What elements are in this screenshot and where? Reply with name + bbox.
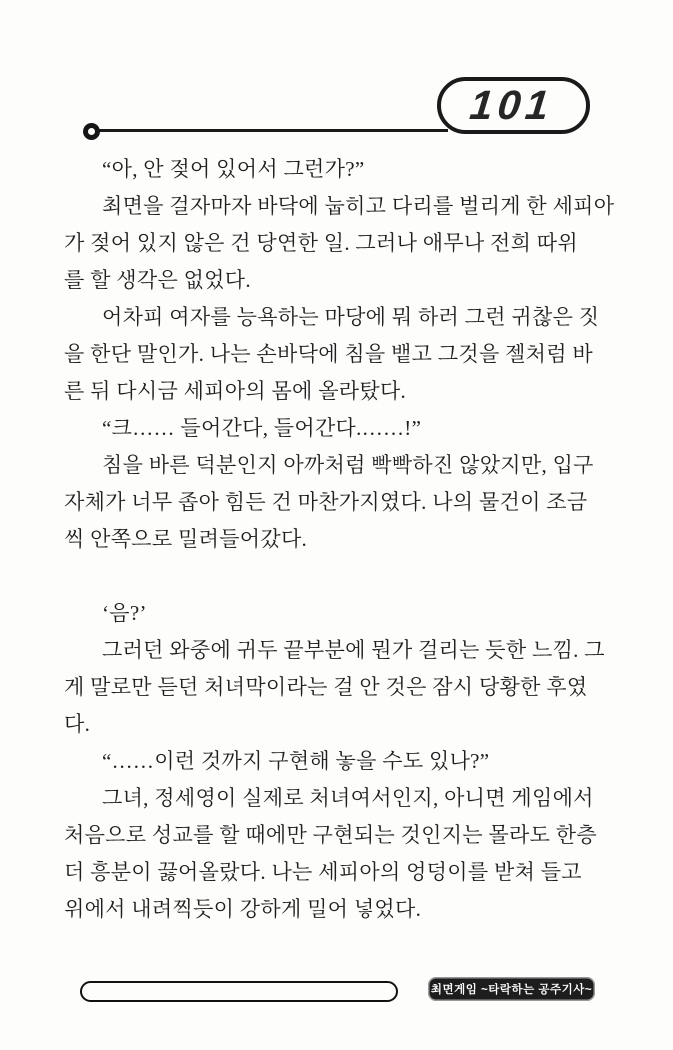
text-line: “아, 안 젖어 있어서 그런가?”: [102, 157, 365, 181]
header-ring-ornament: [83, 123, 100, 140]
text-line: “크…… 들어간다, 들어간다.……!”: [102, 416, 422, 440]
blank-line: [64, 558, 624, 595]
book-title: 최면게임 ~타락하는 공주기사~: [430, 984, 593, 996]
text-line: 씩 안쪽으로 밀려들어갔다.: [64, 527, 308, 551]
text-line: 를 할 생각은 없었다.: [64, 268, 251, 292]
text-line: 다.: [64, 712, 91, 736]
text-line: 가 젖어 있지 않은 건 당연한 일. 그러나 애무나 전희 따위: [64, 231, 578, 255]
footer-ornament-pill: [80, 981, 398, 1002]
text-line: 게 말로만 듣던 처녀막이라는 걸 안 것은 잠시 당황한 후였: [64, 675, 588, 699]
page-number: 101: [467, 82, 556, 128]
book-title-badge: [428, 977, 595, 1001]
text-line: 위에서 내려찍듯이 강하게 밀어 넣었다.: [64, 897, 422, 921]
text-line: 더 흥분이 끓어올랐다. 나는 세피아의 엉덩이를 받쳐 들고: [64, 860, 582, 884]
text-line: 그러던 와중에 귀두 끝부분에 뭔가 걸리는 듯한 느낌. 그: [102, 638, 605, 662]
text-line: 처음으로 성교를 할 때에만 구현되는 것인지는 몰라도 한층: [64, 823, 597, 847]
body-text: [64, 151, 624, 928]
text-line: “……이런 것까지 구현해 놓을 수도 있나?”: [102, 749, 490, 773]
text-line: 을 한단 말인가. 나는 손바닥에 침을 뱉고 그것을 젤처럼 바: [64, 342, 593, 366]
header-rule: [96, 129, 448, 132]
text-line: 최면을 걸자마자 바닥에 눕히고 다리를 벌리게 한 세피아: [102, 194, 615, 218]
text-line: ‘음?’: [102, 601, 147, 625]
text-line: 그녀, 정세영이 실제로 처녀여서인지, 아니면 게임에서: [102, 786, 594, 810]
text-line: 침을 바른 덕분인지 아까처럼 빡빡하진 않았지만, 입구: [102, 453, 594, 477]
text-line: 른 뒤 다시금 세피아의 몸에 올라탔다.: [64, 379, 407, 403]
text-line: 자체가 너무 좁아 힘든 건 마찬가지였다. 나의 물건이 조금: [64, 490, 588, 514]
page-number-badge: [437, 77, 590, 134]
text-line: 어차피 여자를 능욕하는 마당에 뭐 하러 그런 귀찮은 짓: [102, 305, 600, 329]
